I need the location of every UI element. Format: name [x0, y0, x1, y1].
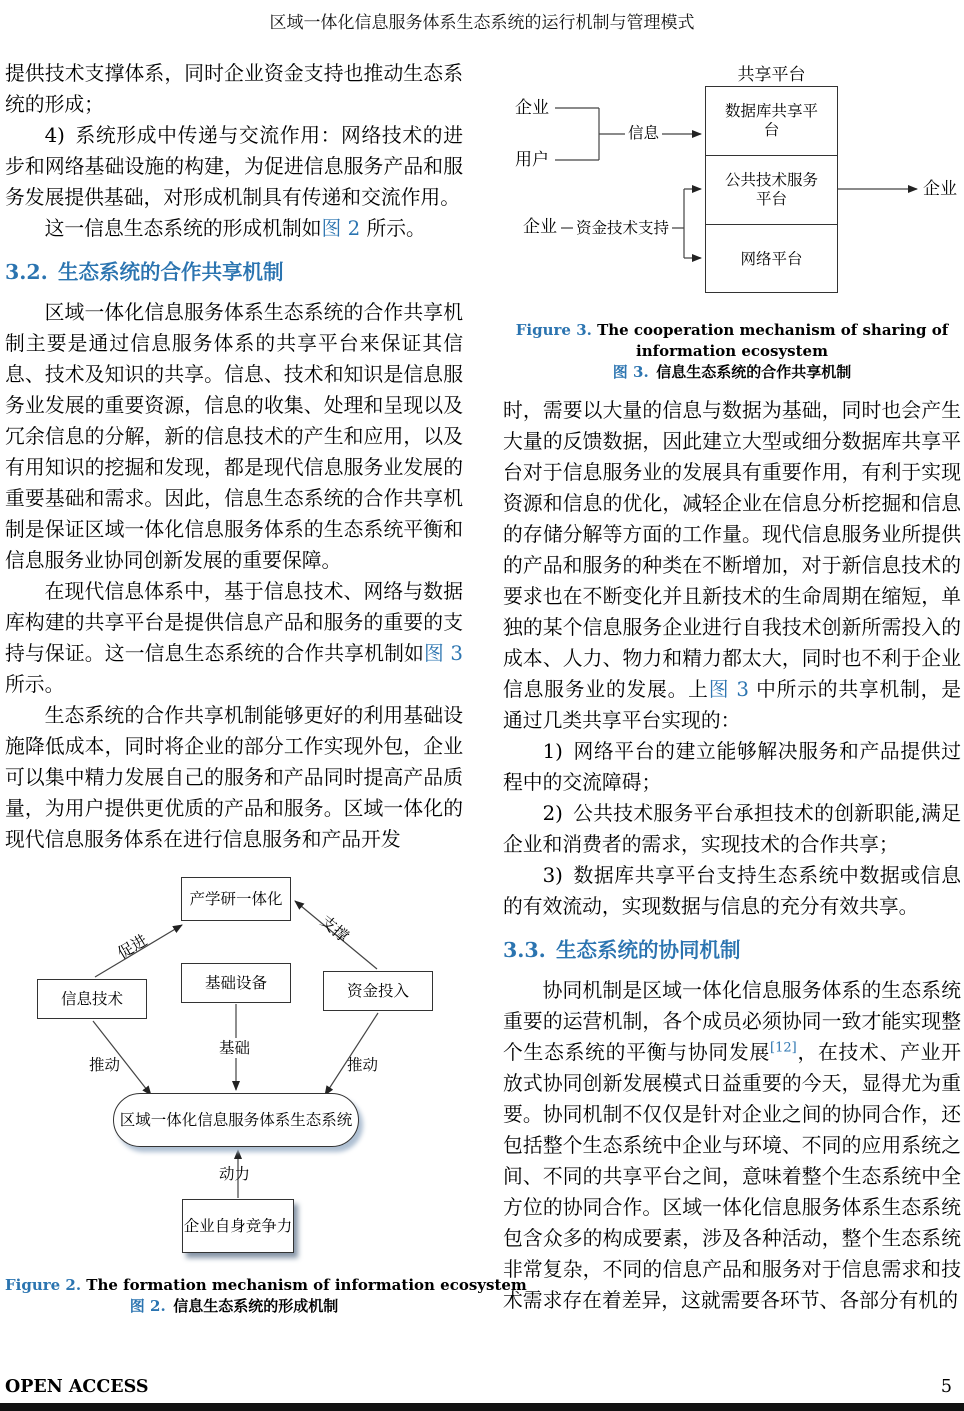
text-run: 所示。 — [5, 673, 65, 696]
figure2-caption-zh — [5, 1296, 463, 1317]
fig2-edge-label-push-left: 推动 — [89, 1056, 121, 1074]
figure3-caption-label: Figure 3. — [515, 321, 592, 339]
fig2-node-ecosystem: 区域一体化信息服务体系生态系统 — [113, 1093, 359, 1147]
footer-bar — [0, 1403, 964, 1411]
reference-12-link[interactable]: [12] — [770, 1040, 797, 1056]
text-run: 1) 网络平台的建立能够解决服务和产品提供过程中的交流障碍； — [503, 740, 961, 794]
text-run: 所示。 — [360, 217, 426, 240]
fig2-edge-label-base: 基础 — [216, 1038, 253, 1058]
text-run: 中所示的共享机制，是通过几类共享平台实现的： — [503, 678, 961, 732]
figure2-caption-label: Figure 2. — [5, 1276, 82, 1294]
figure3-caption-text: The cooperation mechanism of sharing of information ecosystem — [591, 321, 949, 360]
paragraph — [5, 297, 463, 576]
fig3-enterprise-bottom-label: 企业 — [523, 217, 557, 237]
arrow-push-right — [325, 1013, 378, 1095]
paragraph — [5, 213, 463, 244]
text-run: 在现代信息体系中，基于信息技术、网络与数据库构建的共享平台是提供信息产品和服务的重要的支持与保证。这一信息生态系统的合作共享机制如 — [5, 580, 463, 665]
fig2-edge-label-promote: 促进 — [114, 931, 151, 963]
open-access-label: OPEN ACCESS — [5, 1377, 149, 1397]
text-run: 提供技术支撑体系，同时企业资金支持也推动生态系统的形成； — [5, 62, 463, 116]
fig3-fund-tech-support-label: 资金技术支持 — [573, 219, 672, 237]
paragraph — [5, 58, 463, 120]
text-run: 2) 公共技术服务平台承担技术的创新职能,满足企业和消费者的需求，实现技术的合作共享； — [503, 802, 961, 856]
fig3-information-label: 信息 — [625, 124, 662, 142]
text-run: 时，需要以大量的信息与数据为基础，同时也会产生大量的反馈数据，因此建立大型或细分数据库共享平台对于信息服务业的发展具有重要作用，有利于实现资源和信息的优化，减轻企业在信息分析挖掘和信息的存储分解等方面的工作量。现代信息服务业所提供的产品和服务的种类在不断增加，对于新信息技术的要求也在不断变化并且新技术的生命周期在缩短，单独的某个信息服务企业进行自我技术创新所需投入的成本、人力、物力和精力都太大，同时也不利于企业信息服务业的发展。上 — [503, 399, 961, 701]
fig2-node-basic-equipment: 基础设备 — [181, 963, 291, 1003]
fig3-cell-database-platform: 数据库共享平台 — [706, 87, 837, 156]
text-run: 区域一体化信息服务体系生态系统的合作共享机制主要是通过信息服务体系的共享平台来保证其信息、技术及知识的共享。信息、技术和知识是信息服务业发展的重要资源，信息的收集、处理和呈现以及冗余信息的分解，新的信息技术的产生和应用，以及有用知识的挖掘和发现，都是现代信息服务业发展的重要基础和需求。因此，信息生态系统的合作共享机制是保证区域一体化信息服务体系的生态系统平衡和信息服务业协同创新发展的重要保障。 — [5, 301, 463, 572]
figure2-diagram — [5, 871, 463, 1263]
figure3-caption-zh-label: 图 3. — [612, 363, 649, 381]
figure-2-ref-link[interactable]: 图 2 — [321, 217, 361, 240]
fig3-enterprise-top-label: 企业 — [515, 98, 549, 118]
fig2-node-information-technology: 信息技术 — [37, 979, 147, 1019]
right-column — [503, 58, 961, 1316]
list-item — [503, 736, 961, 798]
section-heading-3-2: 3.2. 生态系统的合作共享机制 — [5, 260, 284, 284]
paragraph — [5, 700, 463, 855]
text-run: ，在技术、产业开放式协同创新发展模式日益重要的今天，显得尤为重要。协同机制不仅仅是针对企业之间的协同合作，还包括整个生态系统中企业与环境、不同的应用系统之间、不同的共享平台之间，意味着整个生态系统中全方位的协同合作。区域一体化信息服务体系生态系统包含众多的构成要素，涉及各种活动，整个生态系统非常复杂，不同的信息产品和服务对于信息需求和技术需求存在着差异，这就需要各环节、各部分有机的 — [503, 1041, 961, 1312]
figure2-caption-en — [5, 1275, 527, 1296]
figure3-caption-en — [503, 320, 961, 362]
list-item — [503, 798, 961, 860]
figure2-caption-text: The formation mechanism of information ecosystem — [81, 1276, 527, 1294]
figure-3-ref-link-2[interactable]: 图 3 — [708, 678, 749, 701]
fig2-node-industry-university-research: 产学研一体化 — [181, 877, 291, 921]
text-run: 3) 数据库共享平台支持生态系统中数据或信息的有效流动，实现数据与信息的充分有效共享。 — [503, 864, 961, 918]
text-run: 生态系统的合作共享机制能够更好的利用基础设施降低成本，同时将企业的部分工作实现外包，企业可以集中精力发展自己的服务和产品同时提高产品质量，为用户提供更优质的产品和服务。区域一体化的现代信息服务体系在进行信息服务和产品开发 — [5, 704, 463, 851]
fig3-platform-box — [705, 86, 838, 293]
figure3-diagram — [503, 58, 961, 308]
fig2-edge-label-push-right: 推动 — [347, 1056, 379, 1074]
left-column — [5, 58, 527, 1317]
list-item — [503, 860, 961, 922]
text-run: 这一信息生态系统的形成机制如 — [44, 217, 322, 240]
figure2-caption-zh-text: 信息生态系统的形成机制 — [165, 1297, 339, 1315]
paragraph — [503, 975, 961, 1316]
figure3-caption-zh-text: 信息生态系统的合作共享机制 — [648, 363, 852, 381]
figure2-caption-zh-label: 图 2. — [129, 1297, 166, 1315]
section-heading-3-3: 3.3. 生态系统的协同机制 — [503, 938, 741, 962]
paragraph — [5, 120, 463, 213]
page-number: 5 — [940, 1377, 952, 1397]
text-run: 4) 系统形成中传递与交流作用：网络技术的进步和网络基础设施的构建，为促进信息服务产品和服务发展提供基础，对形成机制具有传递和交流作用。 — [5, 124, 463, 209]
fig2-edge-label-support: 支撑 — [316, 912, 353, 946]
paragraph — [5, 576, 463, 700]
fig3-cell-tech-service-platform: 公共技术服务平台 — [706, 156, 837, 225]
fig2-node-capital-investment: 资金投入 — [323, 971, 433, 1011]
fig3-cell-network-platform: 网络平台 — [740, 250, 803, 268]
fig2-edge-label-power: 动力 — [219, 1165, 251, 1183]
figure3-caption-zh — [503, 362, 961, 383]
fig3-enterprise-right-label: 企业 — [923, 179, 957, 199]
paragraph — [503, 395, 961, 736]
running-head-title: 区域一体化信息服务体系生态系统的运行机制与管理模式 — [269, 13, 695, 33]
text-run: 协同机制是区域一体化信息服务体系的生态系统重要的运营机制，各个成员必须协同一致才能实现整个生态系统的平衡与协同发展 — [503, 979, 961, 1064]
fig2-node-enterprise-competitiveness: 企业自身竞争力 — [182, 1199, 294, 1253]
fig3-shared-platform-label: 共享平台 — [737, 65, 806, 85]
figure-3-ref-link[interactable]: 图 3 — [424, 642, 463, 665]
fig3-user-label: 用户 — [515, 150, 549, 170]
